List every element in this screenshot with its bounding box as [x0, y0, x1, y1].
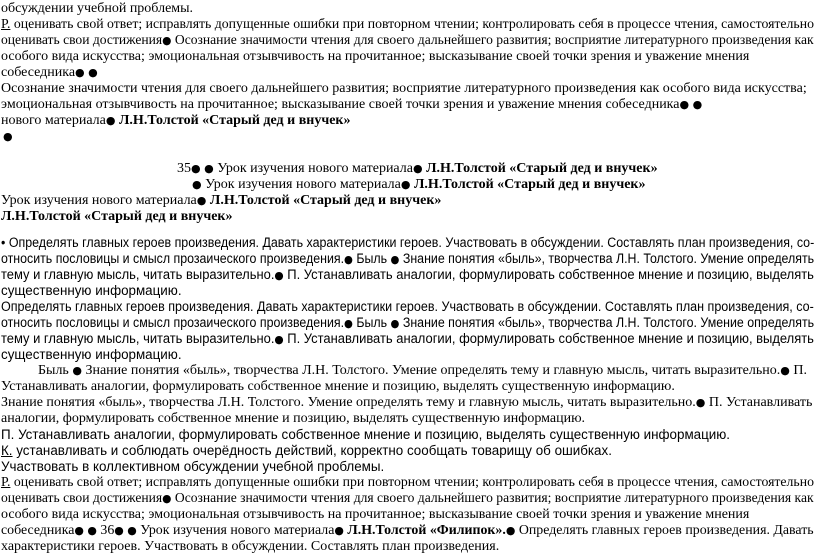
- text-line: [1, 378, 675, 395]
- text-line: [1, 410, 585, 427]
- text-span: оценивать свои достижения: [1, 491, 163, 506]
- text-span: тему и главную мысль, читать выразительно.: [1, 331, 275, 346]
- text-span: существенную информацию.: [1, 283, 182, 298]
- text-line: [1, 282, 182, 299]
- text-line: [38, 362, 807, 379]
- bullet-icon: ●: [780, 364, 790, 377]
- small-bullet: •: [1, 235, 9, 250]
- text-span: Знание понятия «быль», творчества Л.Н. Толстого. Умение определять: [399, 315, 815, 330]
- lesson-title: Л.Н.Толстой «Старый дед и внучек»: [422, 161, 658, 176]
- text-line: [1, 442, 612, 459]
- bullet-icon: ●: [3, 130, 13, 143]
- bullet-icon: ●: [334, 524, 344, 537]
- text-span: Знание понятия «быль», творчества Л.Н. Толстого. Умение определять тему и главную мысль, читать выразительно.: [1, 395, 696, 410]
- text-span: эмоциональная отзывчивость на прочитанное; высказывание своей точки зрения и уважение мнения собеседника: [1, 97, 680, 112]
- text-line: [1, 506, 749, 523]
- text-span: П. Устанавливать аналогии, формулировать собственное мнение и позицию, выделять: [283, 267, 814, 282]
- text-span: Урок изучения нового материала: [213, 161, 413, 176]
- text-span: Знание понятия «быль», творчества Л.Н. Толстого. Умение определять: [399, 251, 815, 266]
- bullet-icon: ●: [192, 178, 206, 191]
- text-span: относить пословицы и смысл прозаического произведения.: [1, 315, 345, 330]
- bullet-icon: ●: [274, 269, 284, 282]
- lesson-title: Л.Н.Толстой «Старый дед и внучек»: [115, 113, 351, 128]
- bullet-icon: ●: [390, 253, 400, 266]
- bullet-icon: ●: [412, 162, 423, 175]
- lesson-title: Л.Н.Толстой «Филипок».: [343, 523, 506, 538]
- text-span: относить пословицы и смысл прозаического произведения.: [1, 251, 345, 266]
- text-span: тему и главную мысль, читать выразительно.: [1, 267, 275, 282]
- text-span: особого вида искусства; эмоциональная отзывчивость на прочитанное; высказывание своей точки зрения и уважение мнения: [1, 507, 750, 522]
- text-span: Определять главных героев произведения. Давать характеристики героев. Участвовать в обсуждении. Составлять план произведения, со-: [8, 235, 815, 250]
- bullet-icon: ● ●: [75, 66, 98, 79]
- bullet-icon: ●: [344, 253, 353, 266]
- lesson-number: 35: [177, 161, 191, 176]
- text-line: [1, 538, 499, 555]
- bullet-icon: ●: [390, 317, 400, 330]
- text-span: Осознание значимости чтения для своего дальнейшего развития; восприятие литературного произведения как: [171, 33, 814, 48]
- text-span: устанавливать и соблюдать очерёдность действий, корректно сообщать товарищу об ошибках.: [12, 443, 612, 458]
- bullet-icon: ●: [400, 178, 411, 191]
- text-span: Определять главных героев произведения. Давать: [515, 523, 814, 538]
- text-line: [1, 64, 98, 81]
- bullet-icon: ●: [105, 114, 116, 127]
- text-line: [1, 16, 814, 33]
- text-span: Участвовать в коллективном обсуждении учебной проблемы.: [1, 459, 385, 474]
- text-span: Урок изучения нового материала: [136, 523, 335, 538]
- lesson-title: Л.Н.Толстой «Старый дед и внучек»: [1, 209, 233, 224]
- text-span: Быль: [38, 363, 73, 378]
- bullet-icon: ● ●: [114, 524, 137, 537]
- text-span: обсуждении учебной проблемы.: [1, 1, 194, 16]
- text-line: [1, 458, 384, 475]
- text-span: П. Устанавливать аналогии, формулировать собственное мнение и позицию, выделять существенную информацию.: [1, 427, 731, 442]
- bullet-icon: ●: [505, 524, 516, 537]
- label-r: Р.: [1, 475, 11, 490]
- label-k: К.: [1, 443, 13, 458]
- text-line: [1, 394, 812, 411]
- bullet-icon: ●: [72, 364, 82, 377]
- bullet-icon: ● ●: [74, 524, 97, 537]
- bullet-icon: ●: [344, 317, 353, 330]
- text-line: [1, 192, 441, 209]
- label-r: Р.: [1, 17, 11, 32]
- lesson-number: 36: [96, 523, 115, 538]
- text-line: [1, 48, 749, 65]
- text-line: [3, 128, 13, 145]
- text-span: собеседника: [1, 65, 76, 80]
- text-line: [1, 234, 814, 251]
- text-span: П.: [789, 363, 807, 378]
- text-line: [1, 298, 814, 315]
- text-span: аналогии, формулировать собственное мнение и позицию, выделять существенную информацию.: [1, 411, 586, 426]
- text-line: [1, 0, 193, 17]
- text-line: [1, 346, 182, 363]
- text-line: [177, 160, 658, 177]
- text-span: Урок изучения нового материала: [205, 177, 401, 192]
- bullet-icon: ●: [695, 396, 706, 409]
- text-span: оценивать свой ответ; исправлять допущенные ошибки при повторном чтении; контролировать себя в процессе чтения, самостоятельно: [10, 17, 814, 32]
- text-span: Устанавливать аналогии, формулировать собственное мнение и позицию, выделять существенную информацию.: [1, 379, 675, 394]
- text-line: [1, 474, 814, 491]
- text-span: Осознание значимости чтения для своего дальнейшего развития; восприятие литературного произведения как: [171, 491, 814, 506]
- text-span: Определять главных героев произведения. Давать характеристики героев. Участвовать в обсуждении. Составлять план произведения, со-: [1, 299, 814, 314]
- text-span: характеристики героев. Участвовать в обсуждении. Составлять план произведения.: [1, 539, 500, 554]
- text-line: [1, 96, 702, 113]
- text-line: [1, 208, 233, 225]
- text-span: Знание понятия «быль», творчества Л.Н. Толстого. Умение определять тему и главную мысль, читать выразительно.: [81, 363, 781, 378]
- text-line: [1, 522, 814, 539]
- text-line: [1, 490, 814, 507]
- text-span: П. Устанавливать аналогии, формулировать собственное мнение и позицию, выделять: [283, 331, 814, 346]
- text-span: Осознание значимости чтения для своего дальнейшего развития; восприятие литературного произведения как особого вида искусства;: [1, 81, 807, 96]
- text-span: нового материала: [1, 113, 106, 128]
- text-span: Урок изучения нового материала: [1, 193, 197, 208]
- bullet-icon: ●: [162, 492, 172, 505]
- text-line: [1, 32, 814, 49]
- text-span: Быль: [352, 251, 391, 266]
- text-line: [1, 80, 807, 97]
- text-span: существенную информацию.: [1, 347, 182, 362]
- text-line: [192, 176, 646, 193]
- bullet-icon: ● ●: [679, 98, 703, 111]
- text-span: собеседника: [1, 523, 75, 538]
- text-span: особого вида искусства; эмоциональная отзывчивость на прочитанное; высказывание своей точки зрения и уважение мнения: [1, 49, 750, 64]
- lesson-title: Л.Н.Толстой «Старый дед и внучек»: [206, 193, 442, 208]
- bullet-icon: ●: [274, 333, 284, 346]
- lesson-title: Л.Н.Толстой «Старый дед и внучек»: [410, 177, 646, 192]
- text-span: оценивать свой ответ; исправлять допущенные ошибки при повторном чтении; контролировать себя в процессе чтения, самостоятельно: [10, 475, 814, 490]
- bullet-icon: ●: [196, 194, 207, 207]
- bullet-icon: ● ●: [191, 162, 214, 175]
- text-line: [1, 112, 351, 129]
- text-span: оценивать свои достижения: [1, 33, 163, 48]
- text-span: П. Устанавливать: [705, 395, 813, 410]
- bullet-icon: ●: [162, 34, 172, 47]
- text-span: Быль: [352, 315, 391, 330]
- text-line: [1, 426, 730, 443]
